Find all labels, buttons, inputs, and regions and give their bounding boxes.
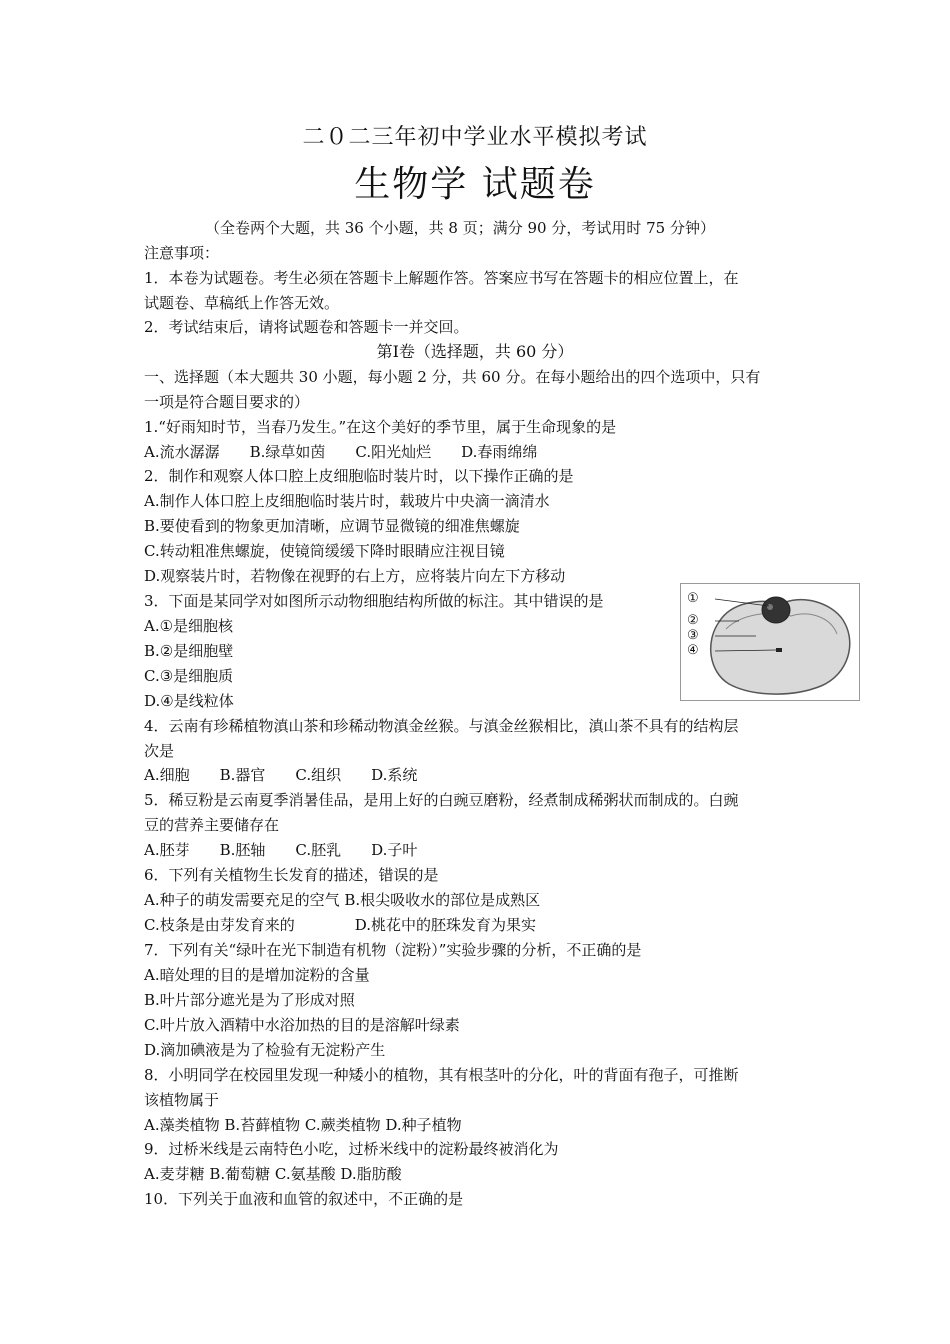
question-1: 1.“好雨知时节，当春乃发生。”在这个美好的季节里，属于生命现象的是 — [144, 418, 617, 436]
question-10: 10．下列关于血液和血管的叙述中，不正确的是 — [144, 1190, 464, 1208]
question-3-option-d: D.④是线粒体 — [144, 692, 234, 710]
exam-note: （全卷两个大题，共 36 个小题，共 8 页；满分 90 分，考试用时 75 分钟） — [205, 219, 715, 237]
notice-item-2: 2．考试结束后，请将试题卷和答题卡一并交回。 — [144, 318, 469, 336]
question-3-option-c: C.③是细胞质 — [144, 667, 234, 685]
question-4-options: A.细胞 B.器官 C.组织 D.系统 — [144, 766, 418, 784]
section-title: 第Ⅰ卷（选择题，共 60 分） — [376, 342, 574, 361]
question-3-option-a: A.①是细胞核 — [144, 617, 234, 635]
notice-heading: 注意事项： — [144, 244, 220, 262]
question-8a: 8．小明同学在校园里发现一种矮小的植物，其有根茎叶的分化，叶的背面有孢子，可推断 — [144, 1066, 739, 1084]
figure-label-4: ④ — [687, 643, 699, 658]
section-intro-b: 一项是符合题目要求的） — [144, 393, 310, 411]
figure-label-1: ① — [687, 591, 699, 606]
animal-cell-figure — [680, 583, 860, 701]
question-5-options: A.胚芽 B.胚轴 C.胚乳 D.子叶 — [144, 841, 418, 859]
question-8b: 该植物属于 — [144, 1091, 220, 1109]
question-4a: 4．云南有珍稀植物滇山茶和珍稀动物滇金丝猴。与滇金丝猴相比，滇山茶不具有的结构层 — [144, 717, 739, 735]
figure-label-3: ③ — [687, 628, 699, 643]
question-9: 9．过桥米线是云南特色小吃，过桥米线中的淀粉最终被消化为 — [144, 1140, 559, 1158]
paper-title: 生物学 试题卷 — [354, 164, 596, 205]
question-7-option-b: B.叶片部分遮光是为了形成对照 — [144, 991, 355, 1009]
question-7: 7．下列有关“绿叶在光下制造有机物（淀粉）”实验步骤的分析，不正确的是 — [144, 941, 642, 959]
question-6-options-cd: C.枝条是由芽发育来的 D.桃花中的胚珠发育为果实 — [144, 916, 536, 934]
question-1-options: A.流水潺潺 B.绿草如茵 C.阳光灿烂 D.春雨绵绵 — [144, 443, 538, 461]
question-2-option-a: A.制作人体口腔上皮细胞临时装片时，载玻片中央滴一滴清水 — [144, 492, 550, 510]
question-7-option-a: A.暗处理的目的是增加淀粉的含量 — [144, 966, 370, 984]
question-7-option-c: C.叶片放入酒精中水浴加热的目的是溶解叶绿素 — [144, 1016, 460, 1034]
question-6: 6．下列有关植物生长发育的描述，错误的是 — [144, 866, 439, 884]
question-5b: 豆的营养主要储存在 — [144, 816, 280, 834]
question-4b: 次是 — [144, 742, 175, 760]
animal-cell-diagram — [681, 584, 859, 700]
section-intro-a: 一、选择题（本大题共 30 小题，每小题 2 分，共 60 分。在每小题给出的四个选项中，只有 — [144, 368, 761, 386]
notice-item-1b: 试题卷、草稿纸上作答无效。 — [144, 294, 340, 312]
question-5a: 5．稀豆粉是云南夏季消暑佳品，是用上好的白豌豆磨粉，经煮制成稀粥状而制成的。白豌 — [144, 791, 739, 809]
question-2-option-d: D.观察装片时，若物像在视野的右上方，应将装片向左下方移动 — [144, 567, 566, 585]
question-2: 2．制作和观察人体口腔上皮细胞临时装片时，以下操作正确的是 — [144, 467, 574, 485]
question-8-options: A.藻类植物 B.苔藓植物 C.蕨类植物 D.种子植物 — [144, 1116, 462, 1134]
question-3: 3．下面是某同学对如图所示动物细胞结构所做的标注。其中错误的是 — [144, 592, 604, 610]
figure-label-2: ② — [687, 613, 699, 628]
question-2-option-b: B.要使看到的物象更加清晰，应调节显微镜的细准焦螺旋 — [144, 517, 520, 535]
question-6-options-ab: A.种子的萌发需要充足的空气 B.根尖吸收水的部位是成熟区 — [144, 891, 541, 909]
exam-title: 二０二三年初中学业水平模拟考试 — [302, 125, 648, 150]
question-7-option-d: D.滴加碘液是为了检验有无淀粉产生 — [144, 1041, 386, 1059]
question-9-options: A.麦芽糖 B.葡萄糖 C.氨基酸 D.脂肪酸 — [144, 1165, 402, 1183]
question-2-option-c: C.转动粗准焦螺旋，使镜筒缓缓下降时眼睛应注视目镜 — [144, 542, 505, 560]
question-3-option-b: B.②是细胞壁 — [144, 642, 234, 660]
notice-item-1a: 1．本卷为试题卷。考生必须在答题卡上解题作答。答案应书写在答题卡的相应位置上，在 — [144, 269, 739, 287]
